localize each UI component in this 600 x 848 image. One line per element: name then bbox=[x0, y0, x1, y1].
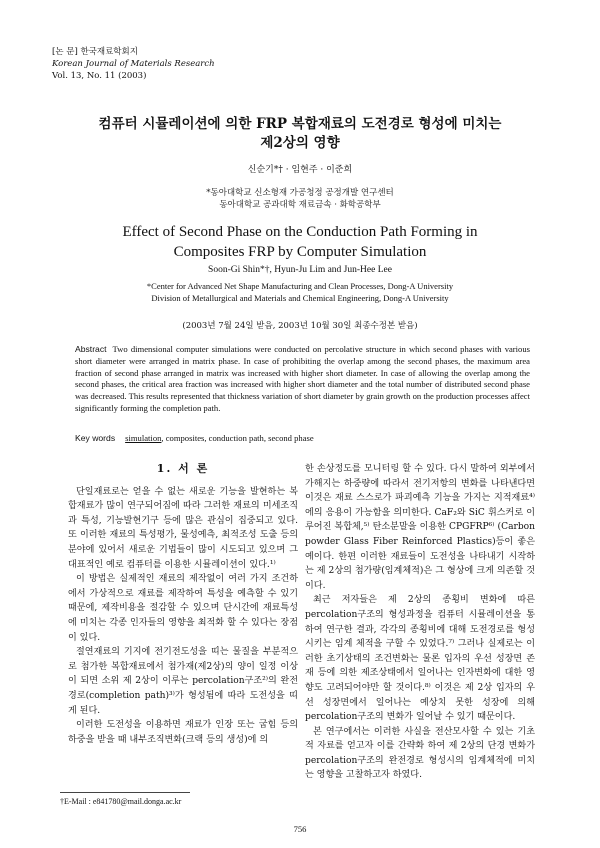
abstract bbox=[75, 344, 530, 415]
right-paragraph-2: 최근 저자들은 제 2상의 종횡비 변화에 따른 percolation구조의 형성과정을 컴퓨터 시뮬레이션을 통하여 연구한 결과, 각각의 종횡비에 대해 도전경로를 형성시키는 임계 체적을 구할 수 있었다.⁷⁾ 그러나 실제로는 이러한 초기상태의 조건변화는 물론 입자의 우선 성장면 존재 등에 의한 제조상태에서 일어나는 인자변화에 대한 영향도 고려되어야만 할 것이다.⁸⁾ 이것은 제 2상 입자의 우선 성장면에서 일어나는 예상치 못한 성장에 의해 percolation구조의 변화가 일어날 수 있기 때문이다. bbox=[305, 595, 535, 723]
korean-title bbox=[40, 115, 560, 153]
left-paragraph-4: 이러한 도전성을 이용하면 재료가 인장 또는 굽힘 등의 하중을 받을 때 내부조직변화(크랙 등의 생성)에 의 bbox=[68, 720, 298, 745]
korean-authors: 신순기*† · 임현주 · 이준희 bbox=[247, 165, 353, 175]
journal-volume: Vol. 13, No. 11 (2003) bbox=[52, 71, 147, 81]
left-paragraph-1: 단일재료로는 얻을 수 없는 새로운 기능을 발현하는 복합재료가 많이 연구되어짐에 따라 그러한 재료의 미세조직과 특성, 기능발현기구 등에 많은 관심이 집중되고 있다. 또 이러한 재료의 특성평가, 물성예측, 최적조성 도출 등의 분야에 있어서 새로운 기법들이 많이 시도되고 있으며 그 대표적인 예로 컴퓨터를 이용한 시뮬레이션이 있다.¹⁾ bbox=[68, 486, 298, 570]
korean-affiliation-1: *동아대학교 신소형재 가공청정 공정개발 연구센터 bbox=[206, 188, 394, 198]
abstract-text: Two dimensional computer simulations were conducted on percolative structure in which second phases with various short diameter were arranged in matrix phase. In case of prohibiting the overlap among the second phases, the maximum area fraction of second phase arranged in matrix was increased with higher short diameter. In case of allowing the overlap among the second phases, the critical area fraction was increased with higher short diameter and the total number of distributed second phase was decreased. This results represented that thickness variation of short diameter by grain growth on the production processes affect significantly forming the completion path. bbox=[75, 344, 530, 413]
english-affiliations bbox=[0, 281, 600, 304]
keywords-rest: , composites, conduction path, second phase bbox=[161, 433, 314, 443]
right-column bbox=[305, 462, 535, 783]
right-paragraph-1: 한 손상정도를 모니터링 할 수 있다. 다시 말하여 외부에서 가해지는 하중량에 따라서 전기저항의 변화를 나타낸다면 이것은 재료 스스로가 파괴예측 기능을 가지는 지적재료⁴⁾에의 응용이 가능함을 의미한다. CaF₂와 SiC 휘스커로 이루어진 복합체,⁵⁾ 탄소분말을 이용한 CPGFRP⁶⁾ (Carbon powder Glass Fiber Reinforced Plastics)등이 좋은 예이다. 한편 이러한 재료들이 도전성을 나타내기 시작하는 제 2상의 첨가량(임계체적)은 그 형상에 크게 의존할 것이다. bbox=[305, 464, 535, 591]
journal-name-english: Korean Journal of Materials Research bbox=[52, 59, 215, 69]
english-affiliation-1: *Center for Advanced Net Shape Manufacturing and Clean Processes, Dong-A University bbox=[146, 281, 454, 291]
journal-name-korean: [논 문] 한국재료학회지 bbox=[52, 47, 138, 57]
left-paragraph-2: 이 방법은 실제적인 재료의 제작없이 여러 가지 조건하에서 가상적으로 재료를 제작하여 특성을 예측할 수 있기 때문에, 제작비용을 절감할 수 있으며 단시간에 재료특성에 미치는 각종 인자들의 영향을 최적화 할 수 있다는 장점이 있다. bbox=[68, 574, 298, 643]
english-affiliation-2: Division of Metallurgical and Materials and Chemical Engineering, Dong-A University bbox=[151, 292, 449, 303]
keyword-simulation: simulation bbox=[125, 433, 162, 443]
english-title-line1: Effect of Second Phase on the Conduction Path Forming in bbox=[122, 224, 478, 240]
left-paragraph-3: 절연재료의 기지에 전기전도성을 띠는 물질을 부분적으로 첨가한 복합재료에서 첨가재(제2상)의 양이 일정 이상이 되면 소위 제 2상이 이루는 percolation구조²⁾의 완전경로(completion path)³⁾가 형성됨에 따라 도전성을 띠게 된다. bbox=[68, 647, 298, 716]
section-title-introduction: 1. 서 론 bbox=[156, 462, 210, 475]
right-paragraph-3: 본 연구에서는 이러한 사실을 전산모사할 수 있는 기초적 자료를 얻고자 이를 간략화 하여 제 2상의 단경 변화가 percolation구조의 완전경로 형성시의 임계체적에 미치는 영향을 고찰하고자 하였다. bbox=[305, 726, 535, 781]
keywords bbox=[75, 433, 530, 443]
english-title-line2: Composites FRP by Computer Simulation bbox=[173, 244, 427, 260]
english-title bbox=[40, 222, 560, 262]
english-authors: Soon-Gi Shin*†, Hyun-Ju Lim and Jun-Hee Lee bbox=[208, 265, 392, 275]
korean-affiliation-2: 동아대학교 공과대학 재료금속 · 화학공학부 bbox=[219, 200, 381, 210]
korean-affiliations bbox=[0, 187, 600, 211]
keywords-label: Key words bbox=[75, 433, 116, 443]
received-dates: (2003년 7월 24일 받음, 2003년 10월 30일 최종수정본 받음) bbox=[182, 321, 418, 331]
left-column bbox=[68, 462, 298, 747]
korean-title-line2: 제2상의 영향 bbox=[260, 135, 340, 151]
korean-title-line1: 컴퓨터 시뮬레이션에 의한 FRP 복합재료의 도전경로 형성에 미치는 bbox=[98, 116, 502, 132]
journal-header bbox=[52, 46, 215, 82]
page-number: 756 bbox=[293, 824, 307, 834]
footnote-email: †E-Mail : e841780@mail.donga.ac.kr bbox=[60, 797, 182, 806]
abstract-label: Abstract bbox=[75, 344, 107, 354]
footnote-divider bbox=[60, 792, 190, 793]
